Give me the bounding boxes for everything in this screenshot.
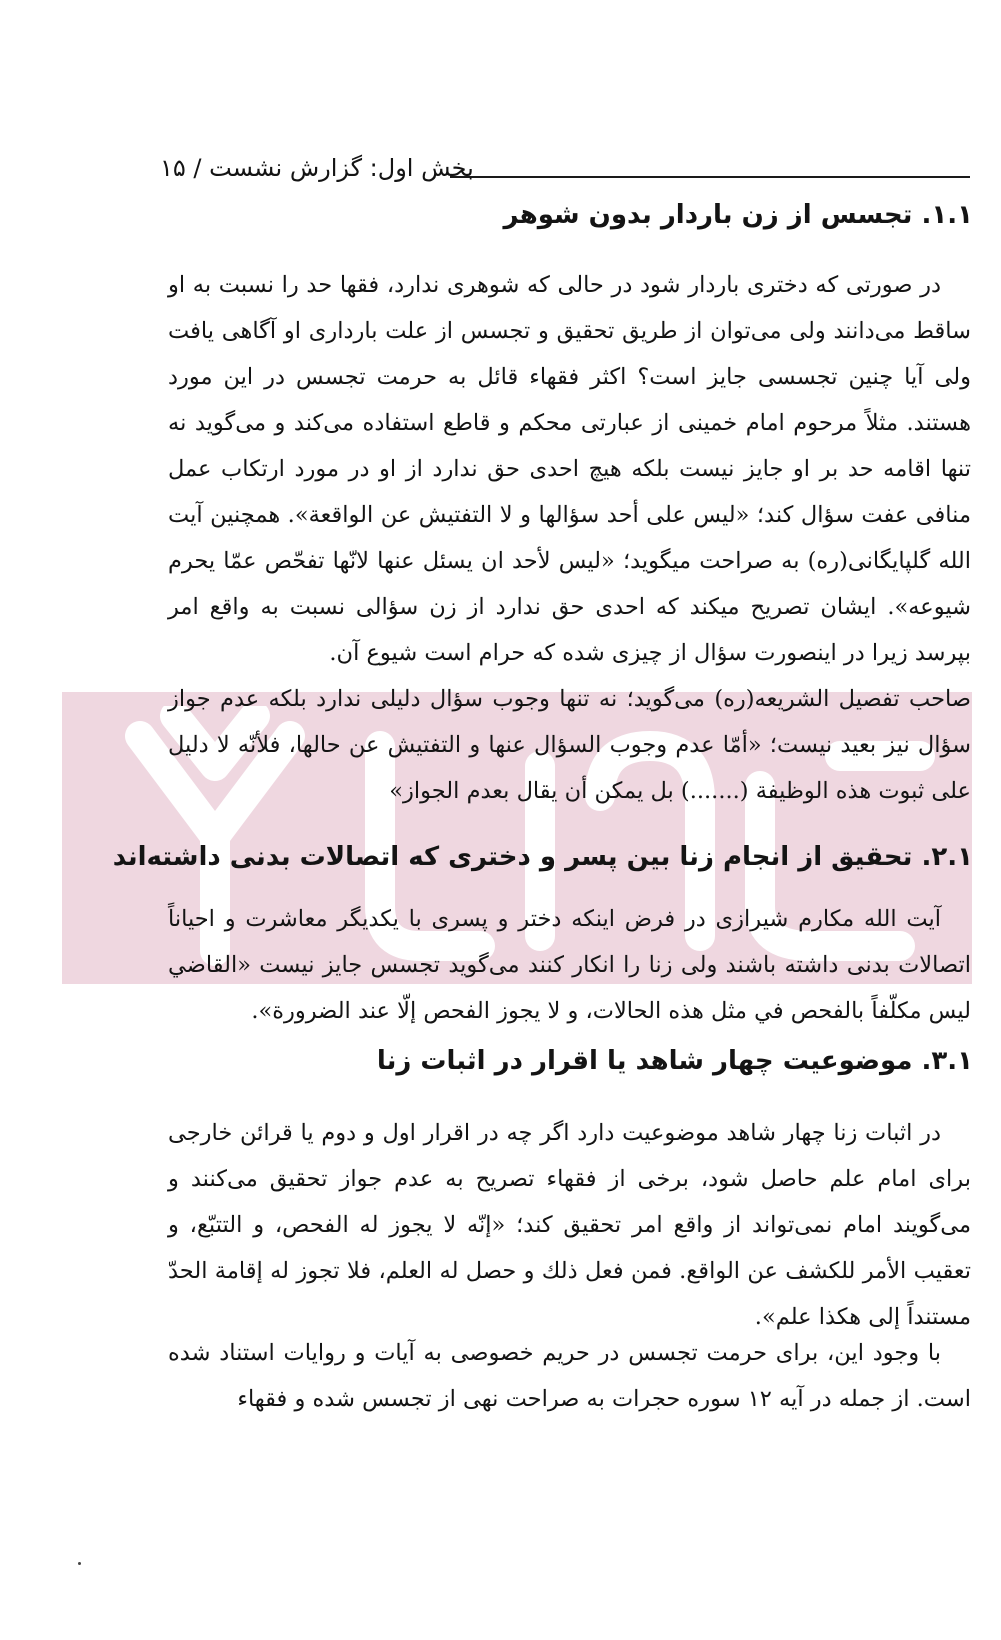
section-heading-3: ۳.۱. موضوعیت چهار شاهد یا اقرار در اثبات زنا (376, 1046, 973, 1076)
section-heading-2: ۲.۱. تحقیق از انجام زنا بین پسر و دختری که اتصالات بدنی داشته‌اند (112, 842, 973, 872)
paragraph-3: آیت الله مکارم شیرازی در فرض اینکه دختر و پسری با یکدیگر معاشرت و احیاناً اتصالات بدنی داشته باشند ولی زنا را انکار کنند می‌گوید تجسس جایز نیست «القاضي لیس مكلّفاً بالفحص في مثل هذه الحالات، و لا یجوز الفحص إلّا عند الضرورة». (168, 906, 971, 1024)
section-heading-1: ۱.۱. تجسس از زن باردار بدون شوهر (503, 200, 973, 230)
paragraph-4: در اثبات زنا چهار شاهد موضوعیت دارد اگر چه در اقرار اول و دوم یا قرائن خارجی برای امام علم حاصل شود، برخی از فقهاء تصریح به عدم جواز تحقیق می‌کنند و می‌گویند امام نمی‌تواند از واقع امر تحقیق کند؛ «إنّه لا یجوز له الفحص، و التتبّع، و تعقیب الأمر للكشف عن الواقع. فمن فعل ذلك و حصل له العلم، فلا تجوز له إقامة الحدّ مستنداً إلی هكذا علم». (168, 1120, 971, 1330)
page-speck (78, 1562, 81, 1565)
paragraph-2: صاحب تفصیل الشریعه(ره) می‌گوید؛ نه تنها وجوب سؤال دلیلی ندارد بلکه عدم جواز سؤال نیز بعید نیست؛ «أمّا عدم وجوب السؤال عنها و التفتیش عن حالها، فلأنّه لا دلیل علی ثبوت هذه الوظیفة (.......) بل یمکن أن یقال بعدم الجواز» (168, 686, 971, 804)
header-rule (450, 176, 970, 178)
running-title: بخش اول: گزارش نشست / ۱۵ (160, 154, 474, 182)
paragraph-1: در صورتی که دختری باردار شود در حالی که شوهری ندارد، فقها حد را نسبت به او ساقط می‌دانند ولی می‌توان از طریق تحقیق و تجسس از علت بارداری او آگاهی یافت ولی آیا چنین تجسسی جایز است؟ اکثر فقهاء قائل به حرمت تجسس در این مورد هستند. مثلاً مرحوم امام خمینی از عبارتی محکم و قاطع استفاده می‌کند و می‌گوید نه تنها اقامه حد بر او جایز نیست بلکه هیچ احدی حق ندارد از او در مورد ارتکاب عمل منافی عفت سؤال کند؛ «لیس علی أحد سؤالها و لا التفتیش عن الواقعة». همچنین آیت الله گلپایگانی(ره) به صراحت میگوید؛ «لیس لأحد ان یسئل عنها لانّها تفحّص عمّا یحرم شیوعه». ایشان تصریح میکند که احدی حق ندارد از زن سؤالی نسبت به واقع امر بپرسد زیرا در اینصورت سؤال از چیزی شده که حرام است شیوع آن. (168, 272, 971, 666)
running-header (150, 150, 970, 186)
paragraph-5: با وجود این، برای حرمت تجسس در حریم خصوصی به آیات و روایات استناد شده است. از جمله در آیه ۱۲ سوره حجرات به صراحت نهی از تجسس شده و فقهاء (168, 1340, 971, 1412)
